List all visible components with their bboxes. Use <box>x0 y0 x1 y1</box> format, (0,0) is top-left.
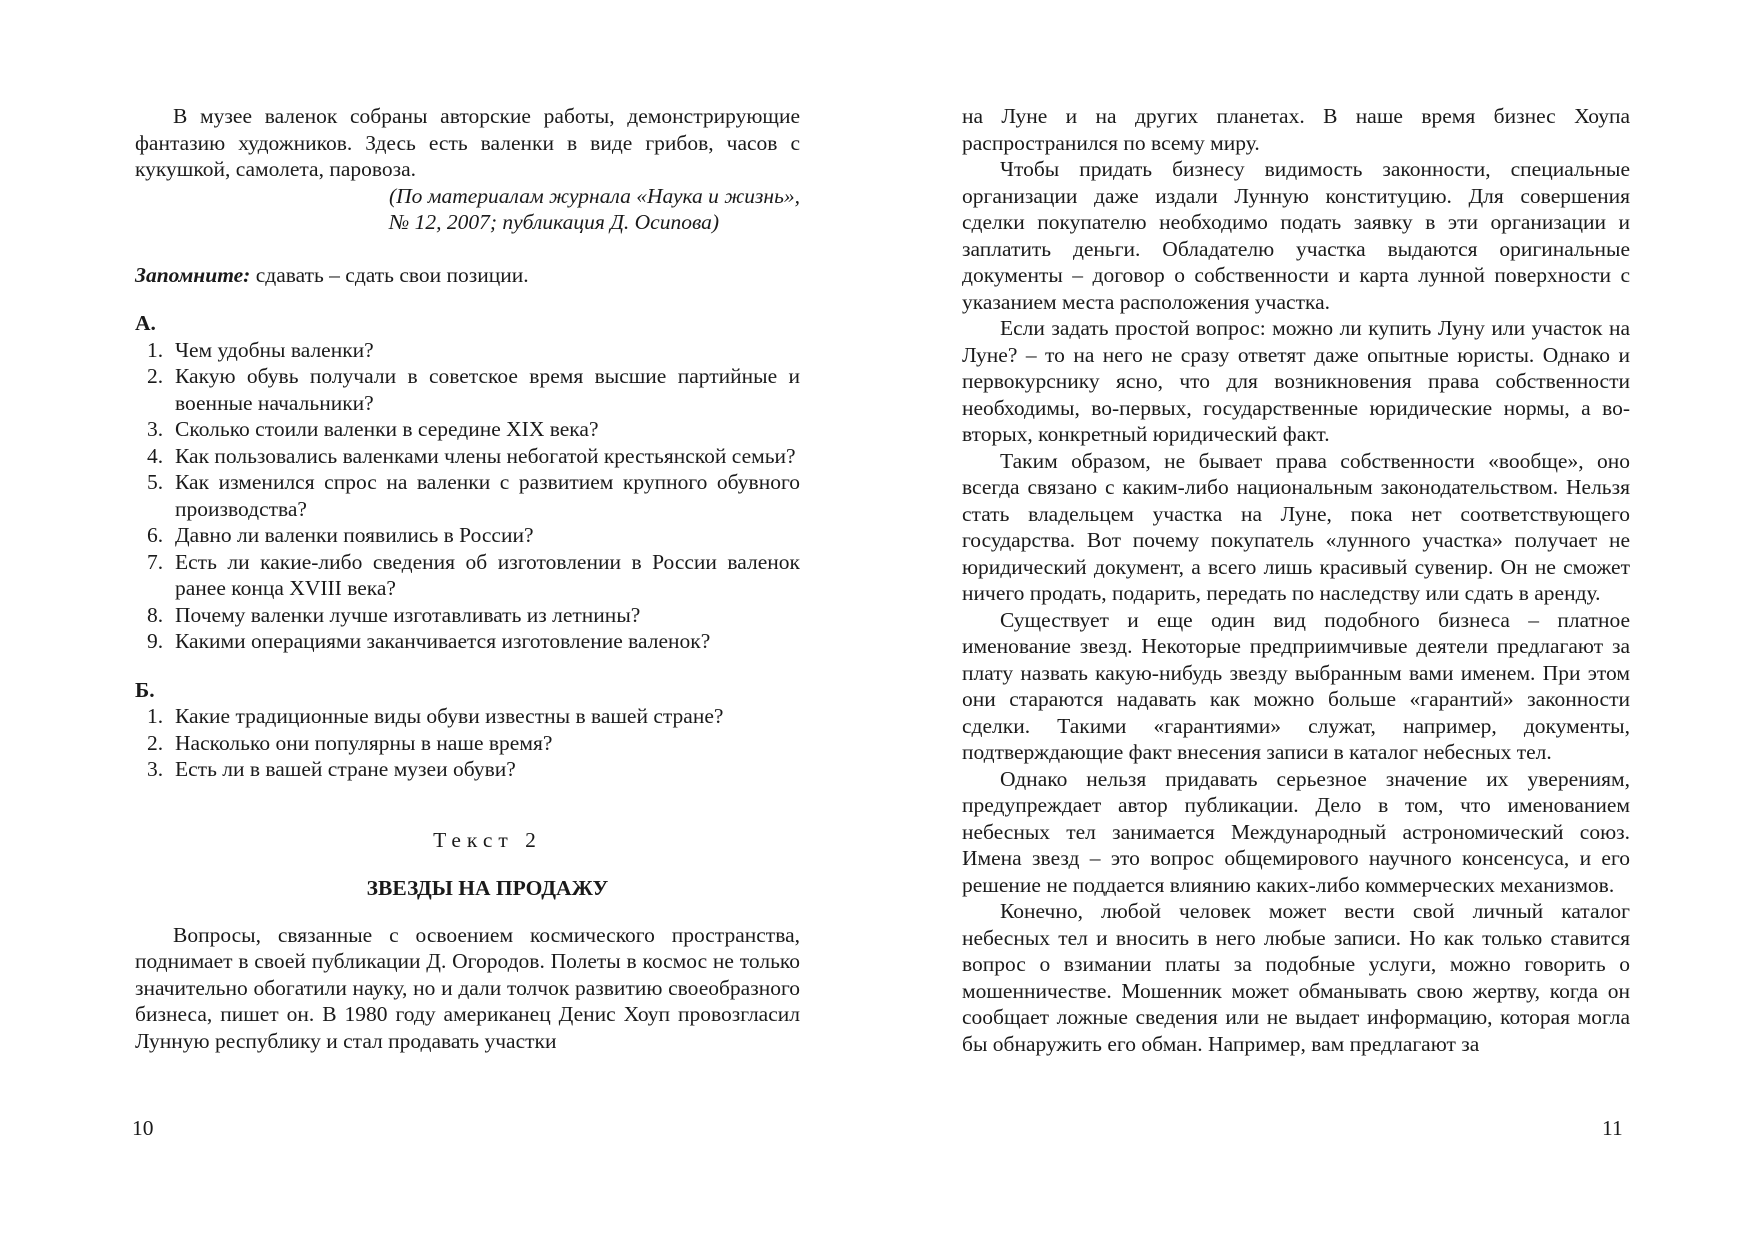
questions-b-list <box>135 703 800 783</box>
section-b-label: Б. <box>135 677 155 702</box>
item-text: Чем удобны валенки? <box>175 337 374 362</box>
item-text: Насколько они популярны в наше время? <box>175 730 553 755</box>
item-text: Есть ли в вашей стране музеи обуви? <box>175 757 516 781</box>
item-number: 2. <box>147 364 164 388</box>
paragraph: Если задать простой вопрос: можно ли купить Луну или участок на Луне? – то на него не сразу ответят даже опытные юристы. Однако и первокурснику ясно, что для возникновения права собственности необходимы, во-первых, государственные юридические нормы, а во-вторых, конкретный юридический факт. <box>962 316 1630 446</box>
left-page <box>0 0 877 1240</box>
list-item <box>135 602 800 629</box>
page-number-right: 11 <box>1602 1116 1623 1140</box>
paragraph-continuation: на Луне и на других планетах. В наше время бизнес Хоупа распространился по всему миру. <box>962 104 1630 155</box>
item-number: 2. <box>147 730 164 755</box>
item-text: Давно ли валенки появились в России? <box>175 523 534 547</box>
item-number: 7. <box>147 549 164 574</box>
paragraph: Однако нельзя придавать серьезное значение их уверениям, предупреждает автор публикации. Дело в том, что именованием небесных тел занимается Международный астрономический союз. Имена звезд – это вопрос общемирового научного консенсуса, и его решение не поддается влиянию каких-либо коммерческих механизмов. <box>962 766 1630 897</box>
item-text: Какие традиционные виды обуви известны в вашей стране? <box>175 704 724 728</box>
list-item <box>135 416 800 443</box>
item-number: 3. <box>147 417 164 441</box>
list-item <box>135 363 800 416</box>
item-text: Почему валенки лучше изготавливать из летнины? <box>175 602 641 627</box>
item-number: 9. <box>147 629 164 653</box>
right-column <box>962 103 1630 1057</box>
item-text: Как изменился спрос на валенки с развитием крупного обувного производства? <box>175 470 800 521</box>
page-number-left: 10 <box>132 1116 154 1140</box>
item-number: 8. <box>147 602 164 627</box>
text-heading: Текст 2 <box>433 827 542 852</box>
item-number: 1. <box>147 337 164 362</box>
remember-label: Запомните: <box>135 262 251 287</box>
item-text: Сколько стоили валенки в середине XIX века? <box>175 417 599 441</box>
list-item <box>135 337 800 364</box>
paragraph: Существует и еще один вид подобного бизнеса – платное именование звезд. Некоторые предприимчивые деятели предлагают за плату назвать какую-нибудь звезду выбранным вами именем. При этом они стараются надавать как можно больше «гарантий» законности сделки. Такими «гарантиями» служат, например, документы, подтверждающие факт внесения записи в каталог небесных тел. <box>962 607 1630 764</box>
citation <box>135 183 800 236</box>
item-number: 3. <box>147 757 164 781</box>
questions-a-list <box>135 337 800 655</box>
paragraph: Конечно, любой человек может вести свой личный каталог небесных тел и вносить в него любые записи. Но как только ставится вопрос о взимании платы за подобные услуги, можно говорить о мошенничестве. Мошенник может обманывать свою жертву, когда он сообщает ложные сведения или не выдает информацию, которая могла бы обнаружить его обман. Например, вам предлагают за <box>962 899 1630 1056</box>
item-text: Какими операциями заканчивается изготовление валенок? <box>175 629 711 653</box>
item-number: 4. <box>147 443 164 468</box>
item-number: 1. <box>147 704 164 728</box>
paragraph: Чтобы придать бизнесу видимость законности, специальные организации даже издали Лунную конституцию. Для совершения сделки покупателю необходимо подать заявку в эти организации и заплатить деньги. Обладателю участка выдаются оригинальные документы – договор о собственности и карта лунной поверхности с указанием места расположения участка. <box>962 157 1630 314</box>
item-number: 6. <box>147 523 164 547</box>
remember-note <box>135 262 800 289</box>
intro-paragraph: В музее валенок собраны авторские работы, демонстрирующие фантазию художников. Здесь есть валенки в виде грибов, часов с кукушкой, самолета, паровоза. <box>135 104 800 181</box>
list-item <box>135 469 800 522</box>
item-number: 5. <box>147 470 164 494</box>
item-text: Какую обувь получали в советское время высшие партийные и военные начальники? <box>175 364 800 415</box>
list-item <box>135 628 800 655</box>
citation-line-1: (По материалам журнала «Наука и жизнь», <box>388 183 800 208</box>
section-a-label: А. <box>135 311 156 335</box>
citation-line-2: № 12, 2007; публикация Д. Осипова) <box>388 210 720 234</box>
list-item <box>135 703 800 730</box>
list-item <box>135 730 800 757</box>
right-page <box>877 0 1755 1240</box>
list-item <box>135 756 800 783</box>
article-paragraph: Вопросы, связанные с освоением космического пространства, поднимает в своей публикации Д. Огородов. Полеты в космос не только значительно обогатили науку, но и дали толчок развитию своеобразного бизнеса, пишет он. В 1980 году американец Денис Хоуп провозгласил Лунную республику и стал продавать участки <box>135 922 800 1053</box>
remember-text: сдавать – сдать свои позиции. <box>250 262 529 287</box>
article-title: ЗВЕЗДЫ НА ПРОДАЖУ <box>366 876 609 900</box>
left-column <box>135 103 800 1054</box>
list-item <box>135 443 800 470</box>
list-item <box>135 549 800 602</box>
paragraph: Таким образом, не бывает права собственности «вообще», оно всегда связано с каким-либо национальным законодательством. Нельзя стать владельцем участка на Луне, пока нет соответствующего государства. Вот почему покупатель «лунного участка» получает не юридический документ, а всего лишь красивый сувенир. Он не сможет ничего продать, подарить, передать по наследству или сдать в аренду. <box>962 448 1630 605</box>
item-text: Есть ли какие-либо сведения об изготовлении в России валенок ранее конца XVIII века? <box>175 549 800 600</box>
list-item <box>135 522 800 549</box>
item-text: Как пользовались валенками члены небогатой крестьянской семьи? <box>175 443 796 468</box>
